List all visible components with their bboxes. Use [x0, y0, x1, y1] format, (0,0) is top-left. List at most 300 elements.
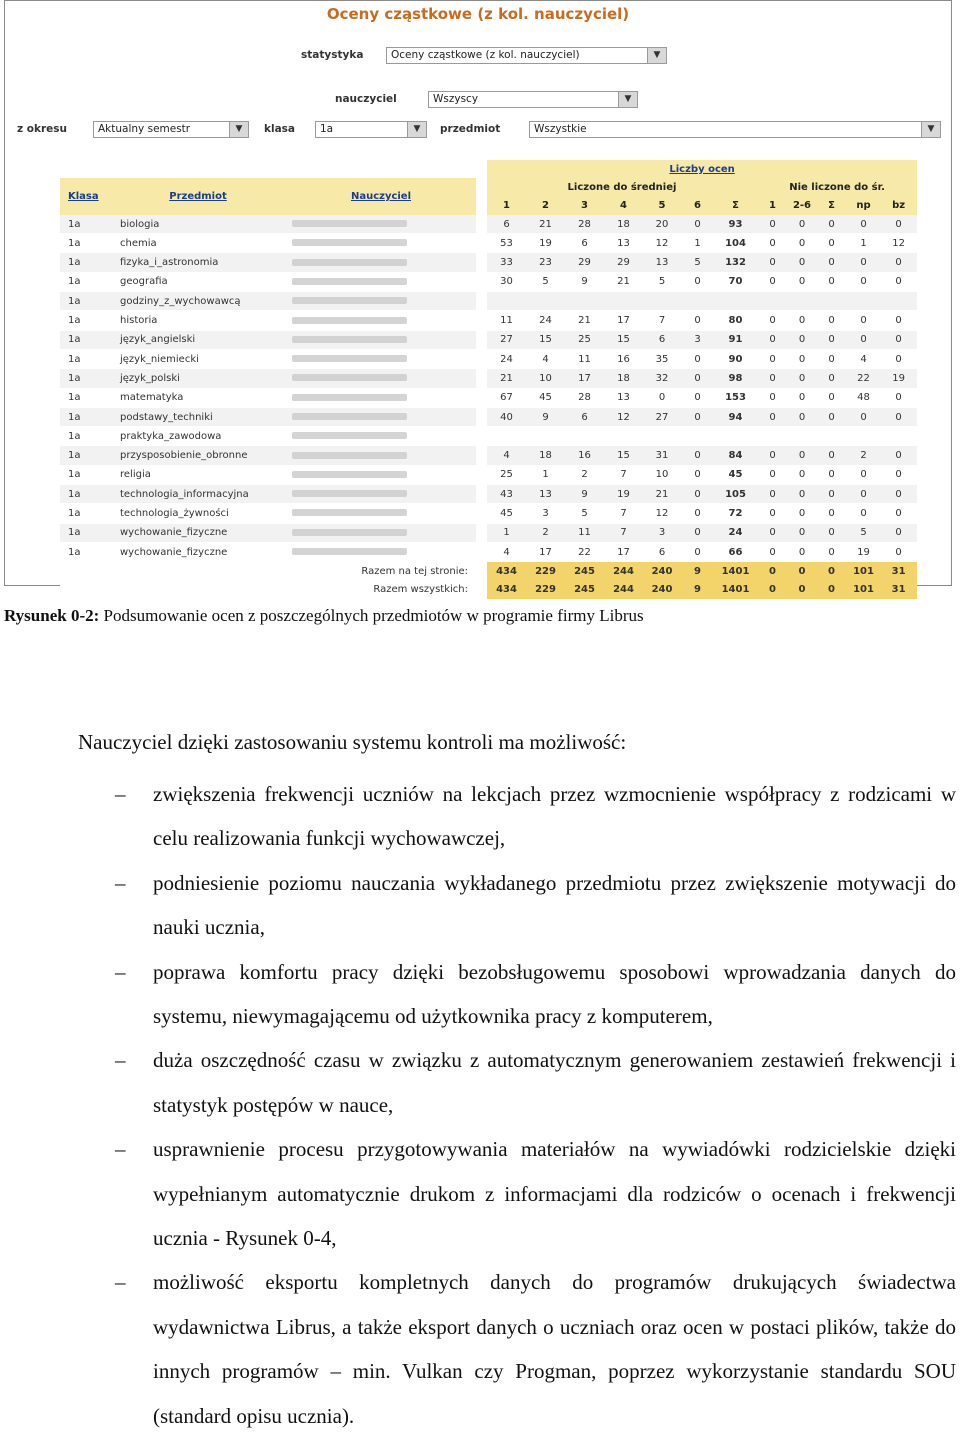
teacher-cell-redacted	[286, 215, 476, 234]
grade-count-cell: 94	[714, 407, 757, 426]
grade-count-cell: 0	[880, 272, 917, 291]
grade-count-cell: 6	[565, 234, 604, 253]
subject-cell: praktyka_zawodowa	[110, 427, 286, 446]
grade-count-cell: 0	[880, 253, 917, 272]
sort-klasa-link[interactable]: Klasa	[60, 178, 110, 215]
grade-count-cell: 0	[788, 446, 816, 465]
grade-count-cell: 21	[565, 311, 604, 330]
grade-count-cell: 0	[681, 311, 714, 330]
total-value-cell: 0	[757, 562, 788, 581]
grade-count-cell: 0	[788, 504, 816, 523]
benefit-item	[0, 861, 960, 950]
redacted-teacher-name	[292, 452, 407, 459]
grade-count-cell: 25	[487, 465, 526, 484]
grade-count-cell: 22	[847, 369, 880, 388]
list-dash: –	[115, 1270, 126, 1295]
okres-label: z okresu	[17, 123, 67, 135]
grade-count-cell: 7	[643, 311, 681, 330]
subject-cell: biologia	[110, 215, 286, 234]
grade-count-cell: 5	[526, 272, 565, 291]
grade-count-cell: 1	[681, 234, 714, 253]
caption-text: Podsumowanie ocen z poszczególnych przedmiotów w programie firmy Librus	[99, 606, 644, 625]
grade-count-cell: 32	[643, 369, 681, 388]
total-value-cell: 244	[604, 581, 643, 599]
table-row	[60, 504, 917, 523]
grade-count-cell: 9	[526, 407, 565, 426]
table-row	[60, 523, 917, 542]
grade-count-cell	[565, 427, 604, 446]
grade-count-cell: 17	[604, 311, 643, 330]
grade-count-cell: 7	[604, 504, 643, 523]
liczby-ocen-link[interactable]: Liczby ocen	[487, 160, 917, 178]
table-row	[60, 427, 917, 446]
teacher-cell-redacted	[286, 542, 476, 561]
class-cell: 1a	[60, 349, 110, 368]
grade-column-header: bz	[880, 197, 917, 215]
grade-count-cell	[643, 292, 681, 311]
grade-count-cell: 0	[757, 330, 788, 349]
grade-count-cell: 17	[565, 369, 604, 388]
total-value-cell: 101	[847, 581, 880, 599]
grade-count-cell: 0	[681, 407, 714, 426]
subject-cell: historia	[110, 311, 286, 330]
class-cell: 1a	[60, 292, 110, 311]
redacted-teacher-name	[292, 432, 407, 439]
chevron-down-icon: ▼	[618, 92, 637, 107]
grade-count-cell: 6	[565, 407, 604, 426]
grade-count-cell: 15	[526, 330, 565, 349]
przedmiot-select[interactable]	[529, 121, 941, 138]
subject-cell: godziny_z_wychowawcą	[110, 292, 286, 311]
total-value-cell: 240	[643, 562, 681, 581]
total-value-cell: 1401	[714, 562, 757, 581]
sort-nauczyciel-link[interactable]: Nauczyciel	[286, 178, 476, 215]
grade-count-cell: 0	[880, 465, 917, 484]
grade-count-cell: 5	[847, 523, 880, 542]
total-value-cell: 0	[816, 581, 847, 599]
grade-count-cell: 0	[880, 311, 917, 330]
grade-count-cell: 0	[847, 330, 880, 349]
teacher-cell-redacted	[286, 234, 476, 253]
redacted-teacher-name	[292, 336, 407, 343]
grade-count-cell: 1	[847, 234, 880, 253]
redacted-teacher-name	[292, 509, 407, 516]
grade-count-cell: 0	[788, 465, 816, 484]
grade-count-cell: 0	[880, 330, 917, 349]
grade-count-cell: 35	[643, 349, 681, 368]
grade-count-cell: 0	[681, 465, 714, 484]
grade-count-cell: 0	[681, 446, 714, 465]
grade-count-cell: 1	[487, 523, 526, 542]
grade-count-cell: 0	[880, 407, 917, 426]
redacted-teacher-name	[292, 529, 407, 536]
grade-count-cell: 11	[487, 311, 526, 330]
table-row	[60, 272, 917, 291]
sort-przedmiot-link[interactable]: Przedmiot	[110, 178, 286, 215]
grade-count-cell: 13	[604, 234, 643, 253]
grade-count-cell: 0	[816, 311, 847, 330]
grade-count-cell: 0	[816, 485, 847, 504]
grade-count-cell	[681, 427, 714, 446]
total-value-cell: 245	[565, 562, 604, 581]
list-dash: –	[115, 1137, 126, 1162]
klasa-select[interactable]	[315, 121, 427, 138]
class-cell: 1a	[60, 504, 110, 523]
grade-count-cell: 0	[788, 542, 816, 561]
grade-count-cell	[487, 292, 526, 311]
class-cell: 1a	[60, 388, 110, 407]
grade-count-cell: 12	[604, 407, 643, 426]
total-all-label: Razem wszystkich:	[60, 581, 476, 599]
grade-count-cell	[847, 292, 880, 311]
counted-header: Liczone do średniej	[487, 178, 757, 196]
grade-count-cell: 45	[526, 388, 565, 407]
subject-cell: technologia_żywności	[110, 504, 286, 523]
grade-count-cell: 9	[565, 272, 604, 291]
grade-count-cell: 19	[526, 234, 565, 253]
list-dash: –	[115, 1048, 126, 1073]
redacted-teacher-name	[292, 239, 407, 246]
grade-count-cell: 17	[526, 542, 565, 561]
benefit-item	[0, 1127, 960, 1260]
grade-count-cell: 0	[681, 369, 714, 388]
teacher-cell-redacted	[286, 253, 476, 272]
grade-count-cell: 0	[816, 465, 847, 484]
nauczyciel-select-value: Wszyscy	[433, 93, 479, 105]
total-value-cell: 9	[681, 562, 714, 581]
total-value-cell: 0	[788, 562, 816, 581]
subject-cell: język_polski	[110, 369, 286, 388]
grade-count-cell: 18	[526, 446, 565, 465]
grade-count-cell: 0	[788, 272, 816, 291]
grade-count-cell: 90	[714, 349, 757, 368]
chevron-down-icon: ▼	[647, 48, 666, 63]
grade-count-cell	[757, 292, 788, 311]
grade-count-cell: 21	[604, 272, 643, 291]
nauczyciel-select[interactable]	[428, 91, 638, 108]
total-value-cell: 434	[487, 562, 526, 581]
benefit-text: poprawa komfortu pracy dzięki bezobsługowemu sposobowi wprowadzania danych do systemu, niewymagającemu od użytkownika pracy z komputerem,	[153, 959, 956, 1029]
grade-count-cell: 0	[757, 485, 788, 504]
total-page-label: Razem na tej stronie:	[60, 562, 476, 581]
grade-count-cell: 2	[565, 465, 604, 484]
total-all-row	[60, 581, 917, 599]
total-value-cell: 1401	[714, 581, 757, 599]
grade-count-cell: 25	[565, 330, 604, 349]
redacted-teacher-name	[292, 317, 407, 324]
redacted-teacher-name	[292, 413, 407, 420]
grade-count-cell: 7	[604, 465, 643, 484]
grade-count-cell	[643, 427, 681, 446]
grade-count-cell: 0	[681, 542, 714, 561]
total-page-row	[60, 562, 917, 581]
grade-count-cell: 53	[487, 234, 526, 253]
grade-count-cell: 24	[487, 349, 526, 368]
grade-count-cell: 29	[565, 253, 604, 272]
chevron-down-icon: ▼	[921, 122, 940, 137]
grade-count-cell: 21	[643, 485, 681, 504]
grade-count-cell: 11	[565, 523, 604, 542]
redacted-teacher-name	[292, 220, 407, 227]
grade-count-cell	[880, 427, 917, 446]
grade-count-cell: 0	[816, 234, 847, 253]
grade-count-cell: 4	[487, 446, 526, 465]
grade-count-cell	[757, 427, 788, 446]
grade-count-cell: 0	[757, 234, 788, 253]
total-value-cell: 229	[526, 562, 565, 581]
grade-count-cell: 0	[788, 349, 816, 368]
redacted-teacher-name	[292, 297, 407, 304]
class-cell: 1a	[60, 369, 110, 388]
grade-count-cell: 19	[847, 542, 880, 561]
grade-count-cell: 104	[714, 234, 757, 253]
grade-count-cell: 0	[757, 542, 788, 561]
grade-column-header: 5	[643, 197, 681, 215]
grade-count-cell: 0	[788, 523, 816, 542]
subject-cell: chemia	[110, 234, 286, 253]
table-row	[60, 485, 917, 504]
grade-count-cell: 22	[565, 542, 604, 561]
class-cell: 1a	[60, 311, 110, 330]
grade-count-cell: 0	[816, 504, 847, 523]
benefits-list	[0, 772, 960, 1438]
grade-count-cell: 98	[714, 369, 757, 388]
figure-caption	[4, 606, 644, 626]
grade-count-cell: 18	[604, 369, 643, 388]
grade-count-cell: 0	[847, 311, 880, 330]
grade-count-cell: 2	[847, 446, 880, 465]
total-value-cell: 434	[487, 581, 526, 599]
grade-count-cell: 10	[643, 465, 681, 484]
grade-count-cell: 0	[816, 330, 847, 349]
redacted-teacher-name	[292, 548, 407, 555]
grade-count-cell: 6	[643, 330, 681, 349]
grade-count-cell: 0	[681, 215, 714, 234]
grade-count-cell: 40	[487, 407, 526, 426]
grade-column-header: Σ	[816, 197, 847, 215]
class-cell: 1a	[60, 465, 110, 484]
grade-count-cell: 70	[714, 272, 757, 291]
grade-count-cell: 0	[847, 215, 880, 234]
grade-count-cell	[847, 427, 880, 446]
table-row	[60, 446, 917, 465]
grade-count-cell: 0	[880, 446, 917, 465]
total-value-cell: 0	[757, 581, 788, 599]
grade-count-cell: 0	[788, 407, 816, 426]
total-value-cell: 229	[526, 581, 565, 599]
grade-count-cell: 0	[816, 388, 847, 407]
grade-count-cell: 45	[487, 504, 526, 523]
grade-column-header: 2-6	[788, 197, 816, 215]
grade-count-cell: 84	[714, 446, 757, 465]
subject-cell: przysposobienie_obronne	[110, 446, 286, 465]
intro-paragraph: Nauczyciel dzięki zastosowaniu systemu kontroli ma możliwość:	[78, 730, 627, 754]
redacted-teacher-name	[292, 259, 407, 266]
total-value-cell: 245	[565, 581, 604, 599]
grade-count-cell: 0	[757, 446, 788, 465]
subject-cell: geografia	[110, 272, 286, 291]
class-cell: 1a	[60, 234, 110, 253]
grade-count-cell: 17	[604, 542, 643, 561]
grade-count-cell: 0	[757, 349, 788, 368]
teacher-cell-redacted	[286, 504, 476, 523]
grade-count-cell: 0	[816, 349, 847, 368]
teacher-cell-redacted	[286, 330, 476, 349]
grade-column-header: Σ	[714, 197, 757, 215]
grade-count-cell: 0	[681, 388, 714, 407]
teacher-cell-redacted	[286, 292, 476, 311]
subject-cell: podstawy_techniki	[110, 407, 286, 426]
grade-count-cell: 0	[788, 388, 816, 407]
grade-count-cell: 0	[816, 272, 847, 291]
grade-count-cell: 9	[565, 485, 604, 504]
grade-count-cell: 0	[681, 504, 714, 523]
redacted-teacher-name	[292, 490, 407, 497]
grade-count-cell: 28	[565, 215, 604, 234]
grade-count-cell: 105	[714, 485, 757, 504]
grade-count-cell: 0	[816, 215, 847, 234]
klasa-select-value: 1a	[320, 123, 334, 135]
grade-column-header: 2	[526, 197, 565, 215]
grade-count-cell: 80	[714, 311, 757, 330]
grade-count-cell: 0	[880, 388, 917, 407]
statystyka-label: statystyka	[301, 49, 364, 61]
grade-count-cell: 0	[880, 485, 917, 504]
not-counted-header: Nie liczone do śr.	[757, 178, 917, 196]
table-row	[60, 407, 917, 426]
total-value-cell: 101	[847, 562, 880, 581]
grade-count-cell: 6	[487, 215, 526, 234]
teacher-cell-redacted	[286, 465, 476, 484]
grade-count-cell: 4	[526, 349, 565, 368]
class-cell: 1a	[60, 427, 110, 446]
grade-count-cell: 28	[565, 388, 604, 407]
grade-count-cell	[681, 292, 714, 311]
grade-count-cell: 29	[604, 253, 643, 272]
grade-count-cell: 0	[757, 388, 788, 407]
grade-count-cell: 0	[681, 272, 714, 291]
grade-count-cell: 19	[604, 485, 643, 504]
benefit-item	[0, 1038, 960, 1127]
class-cell: 1a	[60, 330, 110, 349]
teacher-cell-redacted	[286, 523, 476, 542]
grade-count-cell	[816, 427, 847, 446]
table-row	[60, 465, 917, 484]
grade-count-cell: 0	[681, 523, 714, 542]
grade-count-cell: 0	[847, 465, 880, 484]
class-cell: 1a	[60, 407, 110, 426]
grade-count-cell: 0	[788, 369, 816, 388]
grade-count-cell: 48	[847, 388, 880, 407]
subject-cell: matematyka	[110, 388, 286, 407]
grade-count-cell: 24	[526, 311, 565, 330]
grade-count-cell: 12	[880, 234, 917, 253]
grade-count-cell: 0	[757, 369, 788, 388]
grade-count-cell: 3	[526, 504, 565, 523]
grade-count-cell	[526, 292, 565, 311]
grade-count-cell: 0	[880, 523, 917, 542]
caption-label: Rysunek 0-2:	[4, 606, 100, 625]
grade-count-cell: 0	[757, 272, 788, 291]
grade-count-cell	[816, 292, 847, 311]
teacher-cell-redacted	[286, 311, 476, 330]
grade-count-cell	[788, 292, 816, 311]
grade-count-cell: 0	[757, 311, 788, 330]
list-dash: –	[115, 959, 126, 984]
grade-count-cell: 0	[847, 504, 880, 523]
teacher-cell-redacted	[286, 369, 476, 388]
teacher-cell-redacted	[286, 272, 476, 291]
benefit-text: duża oszczędność czasu w związku z automatycznym generowaniem zestawień frekwencji i statystyk postępów w nauce,	[153, 1048, 956, 1117]
grade-count-cell: 5	[565, 504, 604, 523]
grade-count-cell: 132	[714, 253, 757, 272]
grade-count-cell: 0	[788, 215, 816, 234]
grade-count-cell	[526, 427, 565, 446]
statystyka-select[interactable]	[386, 47, 667, 64]
grade-count-cell: 0	[880, 504, 917, 523]
grade-count-cell	[604, 292, 643, 311]
table-row	[60, 388, 917, 407]
grade-count-cell: 0	[757, 215, 788, 234]
grade-count-cell: 0	[816, 542, 847, 561]
grade-count-cell: 20	[643, 215, 681, 234]
app-title: Oceny cząstkowe (z kol. nauczyciel)	[326, 5, 630, 23]
grade-count-cell: 4	[847, 349, 880, 368]
table-row	[60, 349, 917, 368]
grade-count-cell: 93	[714, 215, 757, 234]
grade-count-cell: 0	[757, 253, 788, 272]
grade-count-cell: 66	[714, 542, 757, 561]
grade-count-cell: 30	[487, 272, 526, 291]
grade-count-cell: 21	[526, 215, 565, 234]
grade-count-cell	[604, 427, 643, 446]
grade-count-cell: 1	[526, 465, 565, 484]
grade-count-cell: 15	[604, 446, 643, 465]
grade-column-header: 4	[604, 197, 643, 215]
grade-count-cell: 15	[604, 330, 643, 349]
grade-count-cell: 5	[681, 253, 714, 272]
redacted-teacher-name	[292, 394, 407, 401]
grade-column-header: 6	[681, 197, 714, 215]
grade-count-cell: 0	[757, 523, 788, 542]
grade-count-cell: 21	[487, 369, 526, 388]
grade-count-cell: 6	[643, 542, 681, 561]
grade-count-cell: 0	[788, 485, 816, 504]
grade-count-cell: 31	[643, 446, 681, 465]
grade-column-header: np	[847, 197, 880, 215]
grade-count-cell: 11	[565, 349, 604, 368]
grade-count-cell	[788, 427, 816, 446]
grade-count-cell: 0	[847, 485, 880, 504]
table-row	[60, 330, 917, 349]
benefit-text: podniesienie poziomu nauczania wykładanego przedmiotu przez zwiększenie motywacji do nauki ucznia,	[153, 870, 956, 940]
grade-count-cell: 0	[681, 485, 714, 504]
class-cell: 1a	[60, 542, 110, 561]
grade-count-cell: 0	[788, 253, 816, 272]
grade-count-cell: 0	[816, 523, 847, 542]
grade-count-cell: 0	[757, 407, 788, 426]
grade-count-cell	[565, 292, 604, 311]
benefit-item	[0, 1260, 960, 1438]
total-value-cell: 31	[880, 562, 917, 581]
grade-count-cell: 19	[880, 369, 917, 388]
grade-count-cell: 0	[681, 349, 714, 368]
redacted-teacher-name	[292, 278, 407, 285]
grade-count-cell: 13	[526, 485, 565, 504]
grade-count-cell: 67	[487, 388, 526, 407]
okres-select[interactable]	[93, 121, 249, 138]
table-row	[60, 369, 917, 388]
